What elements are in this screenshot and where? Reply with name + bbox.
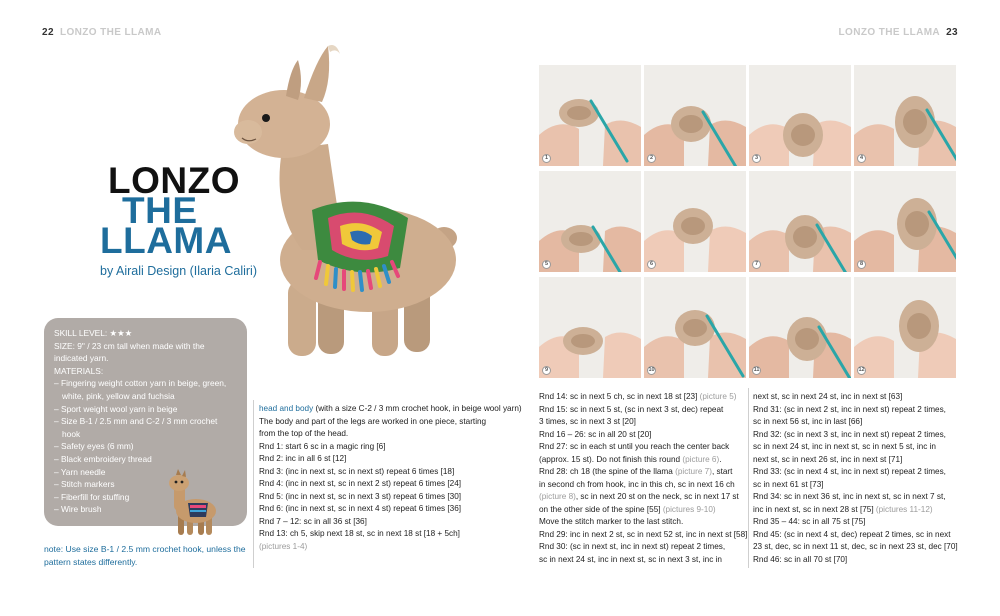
material-item: – Safety eyes (6 mm) [54, 441, 134, 452]
row-text: on the other side of the spine [55] [539, 504, 663, 514]
llama-photo [232, 40, 462, 370]
pattern-row: in second ch from hook, inc in this ch, sc in next 16 ch [539, 479, 735, 489]
crochet-step-image [854, 65, 956, 166]
pattern-row: Rnd 7 – 12: sc in all 36 st [36] [259, 516, 367, 526]
material-item: – Black embroidery thread [54, 453, 152, 464]
pattern-row: Rnd 5: (inc in next st, sc in next 3 st) repeat 6 times [30] [259, 491, 462, 501]
row-text: , start [711, 467, 733, 476]
step-photo [854, 277, 956, 378]
step-number-badge: 11 [753, 367, 760, 373]
pattern-row: Rnd 15: sc in next 5 st, (sc in next 3 st, dec) repeat [539, 404, 724, 414]
pattern-row: next st, sc in next 26 st, inc in next st [71] [753, 454, 903, 464]
material-item: – Stitch markers [54, 479, 115, 490]
material-item: – Size B-1 / 2.5 mm and C-2 / 3 mm crochet hook [54, 416, 218, 439]
pattern-row: Rnd 4: (inc in next st, sc in next 2 st) repeat 6 times [24] [259, 479, 462, 488]
pattern-row: sc in next 56 st, inc in last [66] [753, 417, 863, 426]
pattern-row: Rnd 29: inc in next 2 st, sc in next 52 st, inc in next st [58] [539, 529, 748, 539]
row-text: Rnd 14: sc in next 5 ch, sc in next 18 st [23] [539, 392, 700, 401]
designer-byline: by Airali Design (Ilaria Caliri) [100, 264, 257, 278]
row-text: Rnd 28: ch 18 (the spine of the llama [539, 467, 676, 476]
step-photo [854, 65, 956, 166]
step-photo [854, 171, 956, 272]
step-number-badge: 5 [542, 260, 551, 269]
left-running-title: LONZO THE LLAMA [59, 27, 162, 38]
step-photo [539, 65, 641, 166]
pattern-row: Rnd 6: (inc in next st, sc in next 4 st) repeat 6 times [36] [259, 504, 462, 513]
step-photo [749, 171, 851, 272]
row-text: (approx. 15 st). Do not finish this round [539, 454, 683, 464]
pattern-row: 23 st, dec, sc in next 11 st, dec, sc in next 23 st, dec [70] [753, 542, 958, 551]
left-page-number: 22 [42, 27, 54, 38]
pattern-row: 3 times, sc in next 3 st [20] [539, 417, 636, 426]
step-photo-grid [539, 65, 957, 378]
crochet-step-image [749, 171, 851, 272]
pattern-row: Rnd 32: (sc in next 3 st, inc in next st) repeat 2 times, [753, 429, 946, 439]
crochet-step-image [749, 277, 851, 378]
crochet-step-image [644, 277, 746, 378]
pattern-row: Rnd 34: sc in next 36 st, inc in next st, sc in next 7 st, [753, 492, 946, 501]
crochet-step-image [644, 171, 746, 272]
crochet-step-image [854, 171, 956, 272]
pattern-row: Move the stitch marker to the last stitch. [539, 517, 684, 526]
picture-reference: (picture 7) [675, 467, 712, 476]
pattern-intro: The body and part of the legs are worked in one piece, starting from the top of the head. [259, 416, 487, 438]
picture-reference: (pictures 9-10) [662, 504, 716, 514]
material-item: – Fiberfill for stuffing [54, 491, 130, 502]
crochet-step-image [644, 65, 746, 166]
step-photo [644, 277, 746, 378]
step-number-badge: 4 [857, 154, 866, 163]
material-item: – Yarn needle [54, 466, 106, 477]
pattern-row: next st, sc in next 24 st, inc in next st [63] [753, 392, 903, 401]
pattern-row: Rnd 46: sc in all 70 st [70] [753, 554, 848, 564]
pattern-row: Rnd 1: start 6 sc in a magic ring [6] [259, 441, 386, 451]
left-page-header [42, 27, 161, 38]
crochet-step-image [539, 171, 641, 272]
pattern-row [539, 491, 749, 504]
pattern-row: Rnd 35 – 44: sc in all 75 st [75] [753, 517, 866, 526]
section-title: head and body [259, 404, 314, 413]
pattern-row: Rnd 2: inc in all 6 st [12] [259, 454, 347, 463]
pattern-row: Rnd 3: (inc in next st, sc in next st) repeat 6 times [18] [259, 466, 455, 476]
pattern-row: sc in next 24 st, inc in next st, sc in next 5 st, inc in [753, 442, 936, 451]
pattern-row [753, 504, 963, 517]
crochet-step-image [749, 65, 851, 166]
right-page-header [839, 27, 958, 38]
picture-reference: (picture 5) [699, 392, 737, 401]
material-item: – Fingering weight cotton yarn in beige, green, white, pink, yellow and fuchsia [54, 378, 227, 401]
title-line-3: LLAMA [100, 220, 232, 261]
step-number-badge: 9 [542, 366, 551, 375]
crochet-step-image [854, 277, 956, 378]
pattern-row [539, 504, 749, 517]
material-item: – Wire brush [54, 504, 102, 515]
pattern-row: Rnd 16 – 26: sc in all 20 st [20] [539, 429, 652, 439]
pattern-row: Rnd 31: (sc in next 2 st, inc in next st) repeat 2 times, [753, 404, 946, 414]
step-photo [539, 171, 641, 272]
material-item: – Sport weight wool yarn in beige [54, 403, 178, 414]
materials-label: MATERIALS: [54, 365, 104, 376]
step-number-badge: 7 [752, 260, 761, 269]
pattern-row: Rnd 30: (sc in next st, inc in next st) repeat 2 times, [539, 542, 726, 551]
pattern-row: sc in next 61 st [73] [753, 479, 824, 489]
right-running-title: LONZO THE LLAMA [838, 27, 941, 38]
step-photo [749, 277, 851, 378]
size-info: SIZE: 9" / 23 cm tall when made with the indicated yarn. [54, 340, 205, 364]
crochet-step-image [539, 65, 641, 166]
step-number-badge: 2 [647, 154, 656, 163]
row-text: inc in next st, sc in next 28 st [75] [753, 504, 876, 514]
crochet-step-image [539, 277, 641, 378]
step-number-badge: 10 [648, 367, 655, 373]
column-divider [253, 400, 254, 568]
hook-note: note: Use size B-1 / 2.5 mm crochet hook, unless the pattern states differently. [44, 544, 246, 567]
pattern-row: sc in next 24 st, inc in next st, sc in next 3 st, inc in [539, 554, 722, 564]
pattern-row [539, 454, 749, 467]
picture-reference: (pictures 11-12) [875, 504, 933, 514]
picture-reference: (pictures 1-4) [259, 541, 308, 551]
right-page-number: 23 [946, 27, 958, 38]
pattern-row: Rnd 27: sc in each st until you reach the center back [539, 442, 730, 451]
pattern-row: Rnd 33: (sc in next 4 st, inc in next st) repeat 2 times, [753, 467, 946, 476]
title-line-2: THE [122, 190, 198, 231]
step-photo [644, 65, 746, 166]
skill-level: SKILL LEVEL: ★★★ [54, 328, 133, 338]
pattern-title [100, 160, 240, 261]
pattern-row: Rnd 45: (sc in next 4 st, dec) repeat 2 times, sc in next [753, 529, 951, 539]
pattern-column-2 [539, 391, 749, 566]
step-number-badge: 1 [542, 154, 551, 163]
step-number-badge: 3 [752, 154, 761, 163]
row-text: . [719, 454, 722, 464]
step-number-badge: 6 [647, 260, 656, 269]
step-photo [749, 65, 851, 166]
title-line-1: LONZO [108, 160, 240, 201]
picture-reference: (picture 6) [682, 454, 720, 464]
pattern-row [539, 466, 749, 479]
llama-icon [168, 469, 220, 539]
section-title-rest: (with a size C-2 / 3 mm crochet hook, in beige wool yarn) [313, 404, 522, 413]
pattern-column-3 [753, 391, 963, 566]
row-text: , sc in next 20 st on the neck, sc in next 17 st [575, 492, 739, 501]
picture-reference: (picture 8) [539, 492, 576, 501]
step-number-badge: 12 [858, 367, 865, 373]
step-photo [539, 277, 641, 378]
step-photo [644, 171, 746, 272]
pattern-column-1 [259, 403, 522, 553]
pattern-row: Rnd 13: ch 5, skip next 18 st, sc in next 18 st [18 + 5ch] [259, 529, 460, 538]
step-number-badge: 8 [857, 260, 866, 269]
section-heading [259, 403, 522, 416]
pattern-row [539, 391, 749, 404]
